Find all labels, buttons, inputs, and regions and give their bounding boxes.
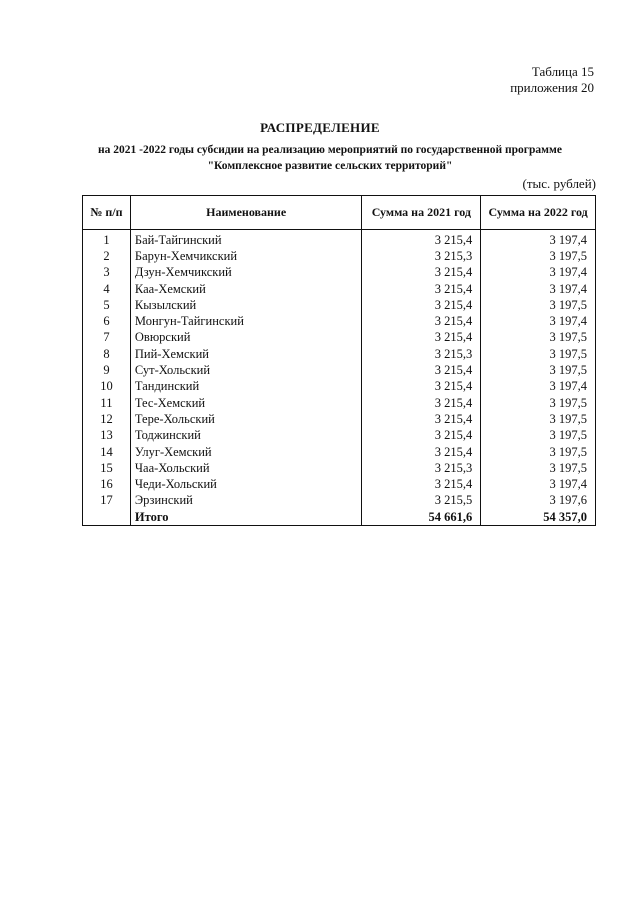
table-row (83, 411, 596, 427)
row-number: 10 (83, 379, 131, 395)
table-row (83, 460, 596, 476)
table-row (83, 281, 596, 297)
column-header-name: Наименование (130, 196, 362, 230)
row-name: Улуг-Хемский (130, 444, 362, 460)
table-reference: Таблица 15 (531, 64, 594, 79)
row-name: Тоджинский (130, 428, 362, 444)
row-amount-2021: 3 215,4 (362, 379, 481, 395)
row-amount-2022: 3 197,5 (481, 330, 596, 346)
table-row (83, 313, 596, 329)
row-amount-2021: 3 215,4 (362, 313, 481, 329)
row-amount-2022: 3 197,5 (481, 248, 596, 264)
row-number: 17 (83, 493, 131, 509)
table-row (83, 297, 596, 313)
row-amount-2021: 3 215,4 (362, 330, 481, 346)
appendix-reference: приложения 20 (510, 80, 594, 95)
row-name: Чаа-Хольский (130, 460, 362, 476)
row-amount-2021: 3 215,3 (362, 346, 481, 362)
table-body (83, 230, 596, 526)
units-label: (тыс. рублей) (522, 176, 596, 191)
row-name: Тандинский (130, 379, 362, 395)
column-header-2022: Сумма на 2022 год (481, 196, 596, 230)
row-amount-2022: 3 197,4 (481, 379, 596, 395)
row-amount-2022: 3 197,5 (481, 346, 596, 362)
document-title: РАСПРЕДЕЛЕНИЕ (260, 120, 380, 135)
row-amount-2022: 3 197,4 (481, 281, 596, 297)
row-number: 6 (83, 313, 131, 329)
table-total-row (83, 509, 596, 526)
total-amount-2021: 54 661,6 (362, 509, 481, 526)
row-amount-2021: 3 215,4 (362, 362, 481, 378)
table-row (83, 379, 596, 395)
row-amount-2022: 3 197,6 (481, 493, 596, 509)
document-subtitle (70, 142, 590, 174)
row-number: 14 (83, 444, 131, 460)
row-number: 16 (83, 476, 131, 492)
row-number: 8 (83, 346, 131, 362)
row-number: 2 (83, 248, 131, 264)
table-row (83, 330, 596, 346)
row-number: 7 (83, 330, 131, 346)
row-amount-2021: 3 215,4 (362, 230, 481, 249)
row-name: Чеди-Хольский (130, 476, 362, 492)
row-amount-2022: 3 197,4 (481, 265, 596, 281)
column-header-number: № п/п (83, 196, 131, 230)
table-row (83, 444, 596, 460)
total-label: Итого (130, 509, 362, 526)
row-number: 3 (83, 265, 131, 281)
row-number: 13 (83, 428, 131, 444)
row-amount-2022: 3 197,5 (481, 395, 596, 411)
row-name: Дзун-Хемчикский (130, 265, 362, 281)
row-number: 12 (83, 411, 131, 427)
table-row (83, 248, 596, 264)
row-amount-2021: 3 215,4 (362, 265, 481, 281)
row-amount-2021: 3 215,4 (362, 444, 481, 460)
row-amount-2021: 3 215,4 (362, 476, 481, 492)
total-amount-2022: 54 357,0 (481, 509, 596, 526)
row-name: Бай-Тайгинский (130, 230, 362, 249)
table-row (83, 362, 596, 378)
row-name: Эрзинский (130, 493, 362, 509)
row-amount-2022: 3 197,5 (481, 362, 596, 378)
row-number: 11 (83, 395, 131, 411)
row-amount-2022: 3 197,5 (481, 297, 596, 313)
distribution-table (82, 195, 596, 526)
row-name: Тес-Хемский (130, 395, 362, 411)
row-name: Овюрский (130, 330, 362, 346)
row-amount-2021: 3 215,4 (362, 281, 481, 297)
row-amount-2021: 3 215,4 (362, 428, 481, 444)
row-amount-2021: 3 215,4 (362, 297, 481, 313)
row-amount-2021: 3 215,3 (362, 248, 481, 264)
row-number: 1 (83, 230, 131, 249)
table-row (83, 476, 596, 492)
column-header-2021: Сумма на 2021 год (362, 196, 481, 230)
row-amount-2022: 3 197,4 (481, 476, 596, 492)
row-name: Пий-Хемский (130, 346, 362, 362)
row-name: Тере-Хольский (130, 411, 362, 427)
row-amount-2022: 3 197,5 (481, 411, 596, 427)
row-amount-2021: 3 215,5 (362, 493, 481, 509)
row-amount-2021: 3 215,4 (362, 395, 481, 411)
row-number: 5 (83, 297, 131, 313)
table-row (83, 428, 596, 444)
table-row (83, 230, 596, 249)
row-name: Барун-Хемчикский (130, 248, 362, 264)
row-amount-2022: 3 197,4 (481, 230, 596, 249)
row-name: Кызылский (130, 297, 362, 313)
row-amount-2022: 3 197,5 (481, 444, 596, 460)
document-reference (510, 64, 594, 96)
row-name: Монгун-Тайгинский (130, 313, 362, 329)
row-number: 9 (83, 362, 131, 378)
total-number-cell (83, 509, 131, 526)
row-number: 15 (83, 460, 131, 476)
table-row (83, 265, 596, 281)
table-header-row (83, 196, 596, 230)
table-row (83, 346, 596, 362)
row-amount-2022: 3 197,5 (481, 428, 596, 444)
table-row (83, 493, 596, 509)
row-amount-2022: 3 197,4 (481, 313, 596, 329)
row-amount-2021: 3 215,3 (362, 460, 481, 476)
row-name: Каа-Хемский (130, 281, 362, 297)
row-amount-2021: 3 215,4 (362, 411, 481, 427)
row-name: Сут-Хольский (130, 362, 362, 378)
row-number: 4 (83, 281, 131, 297)
row-amount-2022: 3 197,5 (481, 460, 596, 476)
subtitle-line-2: "Комплексное развитие сельских территорий" (207, 160, 453, 172)
subtitle-line-1: на 2021 -2022 годы субсидии на реализацию мероприятий по государственной программе (98, 144, 562, 156)
table-row (83, 395, 596, 411)
